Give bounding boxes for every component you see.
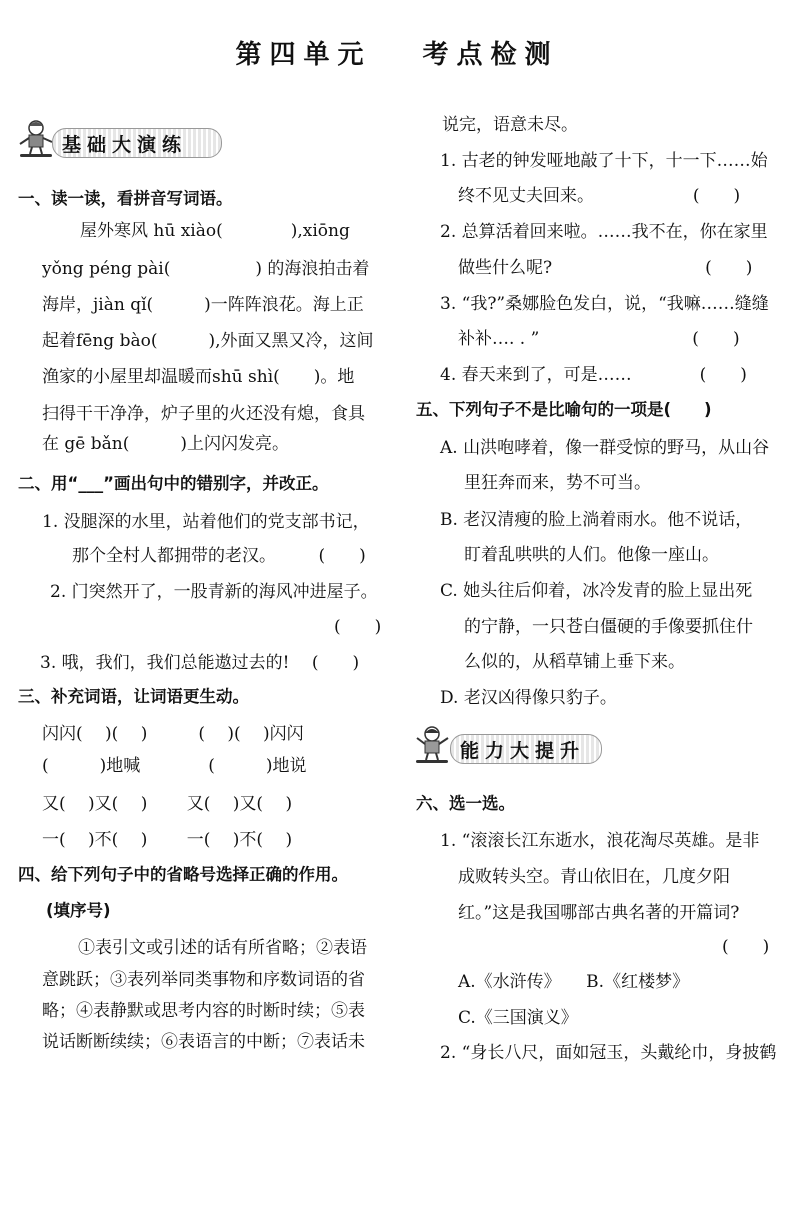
text-line: 略；④表静默或思考内容的时断时续；⑤表 — [42, 1001, 365, 1021]
page-title: 第四单元 考点检测 — [235, 40, 559, 70]
text-line: 一( )不( ) 一( )不( ) — [42, 830, 293, 850]
text-line: 么似的，从稻草铺上垂下来。 — [464, 652, 685, 672]
text-line: 又( )又( ) 又( )又( ) — [42, 794, 293, 814]
answer-blank: ( ) — [334, 617, 382, 637]
text-line: 3. 哦，我们，我们总能遨过去的! ( ) — [40, 653, 360, 673]
text-line: 说完，语意未尽。 — [442, 115, 578, 135]
section-heading: 二、用“___”画出句中的错别字，并改正。 — [18, 474, 329, 493]
option-d: D. 老汉凶得像只豹子。 — [440, 688, 617, 708]
section-heading: 五、下列句子不是比喻句的一项是( ) — [416, 400, 712, 419]
text-line: 那个全村人都拥带的老汉。 ( ) — [72, 546, 366, 566]
text-line: 在 gē bǎn( )上闪闪发亮。 — [42, 434, 289, 454]
badge-label: 基础大演练 — [62, 134, 188, 156]
text-line: 红。”这是我国哪部古典名著的开篇词? — [458, 903, 740, 923]
text-line: 3. “我?”桑娜脸色发白，说，“我嘛……缝缝 — [440, 294, 769, 314]
text-line: 补补…. . ” ( ) — [458, 329, 740, 349]
text-line: 2. 总算活着回来啦。……我不在，你在家里 — [440, 222, 768, 242]
option-a: A. 山洪咆哮着，像一群受惊的野马，从山谷 — [440, 438, 770, 458]
text-line: 终不见丈夫回来。 ( ) — [458, 186, 741, 206]
option-c: C. 她头往后仰着，冰冷发青的脸上显出死 — [440, 581, 753, 601]
badge-label: 能力大提升 — [460, 740, 586, 762]
text-line: 海岸，jiàn qǐ( )一阵阵浪花。海上正 — [42, 295, 364, 315]
text-line: 渔家的小屋里却温暖而shū shì( )。地 — [42, 367, 355, 387]
text-line: 1. “滚滚长江东逝水，浪花淘尽英雄。是非 — [440, 831, 760, 851]
text-line: yǒng péng pài( ) 的海浪拍击着 — [42, 259, 370, 279]
text-line: 1. 古老的钟发哑地敲了十下，十一下……始 — [440, 151, 768, 171]
text-line: 里狂奔而来，势不可当。 — [464, 473, 651, 493]
text-line: 盯着乱哄哄的人们。他像一座山。 — [464, 545, 719, 565]
option-line: A.《水浒传》 B.《红楼梦》 — [458, 972, 690, 992]
text-line: ①表引文或引述的话有所省略；②表语 — [78, 938, 367, 958]
text-line: 4. 春天来到了，可是…… ( ) — [440, 365, 747, 385]
text-line: 1. 没腿深的水里，站着他们的党支部书记， — [42, 512, 370, 532]
section-badge-advanced — [412, 724, 612, 764]
text-line: 做些什么呢? ( ) — [458, 258, 753, 278]
text-line: 起着fēng bào( ),外面又黑又冷，这间 — [42, 331, 374, 351]
section-heading: 三、补充词语，让词语更生动。 — [18, 687, 249, 706]
text-line: 的宁静，一只苍白僵硬的手像要抓住什 — [464, 617, 753, 637]
section-badge-basic — [14, 118, 224, 158]
text-line: 2. 门突然开了，一股青新的海风冲进屋子。 — [50, 582, 378, 602]
text-line: 扫得干干净净，炉子里的火还没有熄，食具 — [42, 404, 365, 424]
text-line: ( )地喊 ( )地说 — [42, 756, 307, 776]
option-b: B. 老汉清瘦的脸上淌着雨水。他不说话， — [440, 510, 753, 530]
answer-blank: ( ) — [722, 937, 770, 957]
section-heading: 一、读一读，看拼音写词语。 — [18, 189, 233, 208]
option-line: C.《三国演义》 — [458, 1008, 578, 1028]
text-line: 屋外寒风 hū xiào( ),xiōng — [80, 221, 350, 241]
text-line: 说话断断续续；⑥表语言的中断；⑦表话未 — [42, 1032, 365, 1052]
section-heading: 六、选一选。 — [416, 794, 515, 813]
text-line: 意跳跃；③表列举同类事物和序数词语的省 — [42, 970, 365, 990]
text-line: 成败转头空。青山依旧在，几度夕阳 — [458, 867, 730, 887]
section-subheading: (填序号) — [46, 901, 111, 920]
text-line: 闪闪( )( ) ( )( )闪闪 — [42, 724, 304, 744]
text-line: 2. “身长八尺，面如冠玉，头戴纶巾，身披鹤 — [440, 1043, 777, 1063]
section-heading: 四、给下列句子中的省略号选择正确的作用。 — [18, 865, 348, 884]
